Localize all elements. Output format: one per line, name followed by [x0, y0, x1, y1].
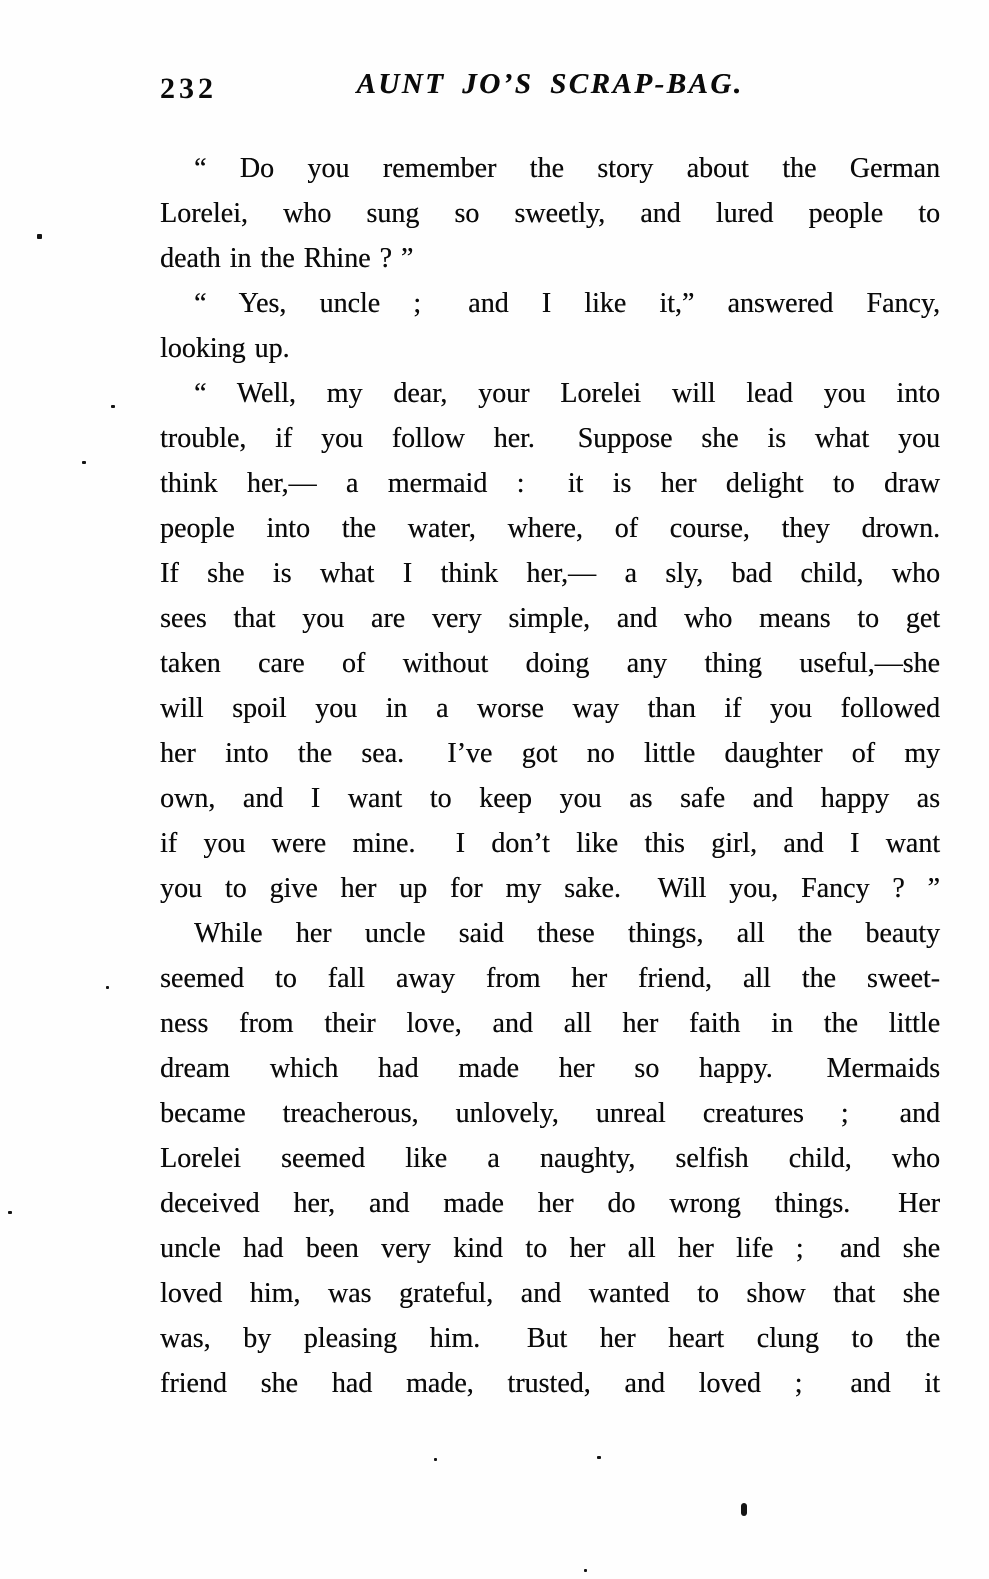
scan-speck	[584, 1569, 587, 1572]
text-line: sees that you are very simple, and who means to get	[160, 603, 940, 634]
text-line: if you were mine. I don’t like this girl, and I want	[160, 828, 940, 859]
text-line: uncle had been very kind to her all her life ; and she	[160, 1233, 940, 1264]
text-line: While her uncle said these things, all the beauty	[194, 918, 940, 949]
page-body	[160, 146, 940, 1406]
text-line: her into the sea. I’ve got no little daughter of my	[160, 738, 940, 769]
text-line: If she is what I think her,— a sly, bad child, who	[160, 558, 940, 589]
page-number: 232	[160, 72, 217, 105]
text-line: “ Yes, uncle ; and I like it,” answered Fancy,	[194, 288, 940, 319]
text-line: you to give her up for my sake. Will you, Fancy ? ”	[160, 873, 940, 904]
text-line: became treacherous, unlovely, unreal creatures ; and	[160, 1098, 940, 1129]
text-line: think her,— a mermaid : it is her delight to draw	[160, 468, 940, 499]
scan-speck	[8, 1211, 12, 1214]
text-line: looking up.	[160, 333, 290, 364]
text-line: trouble, if you follow her. Suppose she is what you	[160, 423, 940, 454]
text-line: Lorelei seemed like a naughty, selfish child, who	[160, 1143, 940, 1174]
text-line: “ Do you remember the story about the German	[194, 153, 940, 184]
text-line: seemed to fall away from her friend, all the sweet-	[160, 963, 940, 994]
scan-speck	[37, 234, 42, 239]
page-header	[160, 68, 940, 108]
running-title: AUNT JO’S SCRAP-BAG.	[356, 68, 744, 100]
text-line: “ Well, my dear, your Lorelei will lead you into	[194, 378, 940, 409]
text-line: ness from their love, and all her faith in the little	[160, 1008, 940, 1039]
text-line: was, by pleasing him. But her heart clung to the	[160, 1323, 940, 1354]
scan-speck	[82, 461, 86, 464]
scan-speck	[106, 986, 109, 989]
text-line: will spoil you in a worse way than if you followed	[160, 693, 940, 724]
scan-speck	[111, 405, 115, 408]
text-line: death in the Rhine ? ”	[160, 243, 414, 274]
scan-speck	[741, 1503, 747, 1516]
scan-speck	[597, 1456, 601, 1459]
text-line: people into the water, where, of course, they drown.	[160, 513, 940, 544]
text-line: friend she had made, trusted, and loved ; and it	[160, 1368, 940, 1399]
text-line: loved him, was grateful, and wanted to show that she	[160, 1278, 940, 1309]
text-line: deceived her, and made her do wrong things. Her	[160, 1188, 940, 1219]
scan-speck	[434, 1458, 437, 1461]
text-line: taken care of without doing any thing useful,—she	[160, 648, 940, 679]
text-line: dream which had made her so happy. Mermaids	[160, 1053, 940, 1084]
text-line: own, and I want to keep you as safe and happy as	[160, 783, 940, 814]
text-line: Lorelei, who sung so sweetly, and lured people to	[160, 198, 940, 229]
